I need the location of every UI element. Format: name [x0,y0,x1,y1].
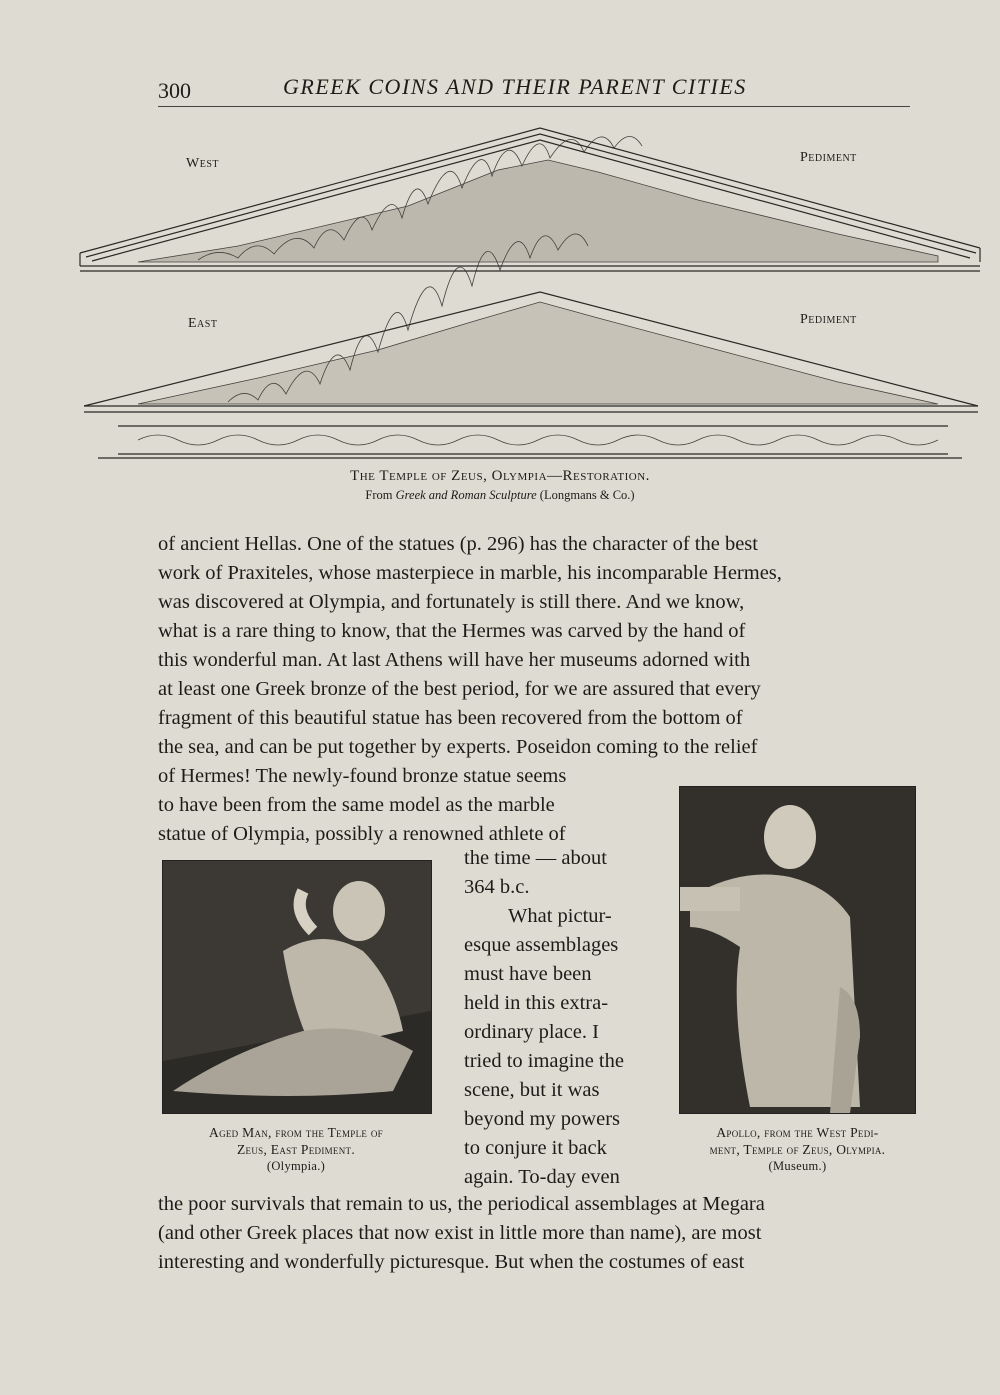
west-pediment-label: Pediment [800,150,857,165]
text-line: held in this extra- [464,992,609,1014]
apollo-sculpture-image [680,787,915,1113]
text-line: fragment of this beautiful statue has been recovered from the bottom of [158,707,743,729]
text-line: again. To-day even [464,1166,620,1188]
text-line: of Hermes! The newly-found bronze statue seems [158,765,567,787]
running-title: GREEK COINS AND THEIR PARENT CITIES [283,74,747,99]
text-line: to have been from the same model as the marble [158,794,555,816]
text-line: 364 b.c. [464,876,530,898]
text-line: must have been [464,963,592,985]
aged-man-sculpture-image [163,861,431,1113]
text-line: of ancient Hellas. One of the statues (p. 296) has the character of the best [158,533,758,555]
text-line: esque assemblages [464,934,619,956]
text-line: the sea, and can be put together by experts. Poseidon coming to the relief [158,736,758,758]
west-label: West [186,156,219,171]
text-line: this wonderful man. At last Athens will have her museums adorned with [158,649,751,671]
paragraph-block-3 [158,1190,910,1277]
paragraph-block-1 [158,530,910,762]
text-line: scene, but it was [464,1079,600,1101]
apollo-caption-line2: ment, Temple of Zeus, Olympia. [709,1142,886,1157]
text-line: work of Praxiteles, whose masterpiece in marble, his incomparable Hermes, [158,562,782,584]
text-line: beyond my powers [464,1108,621,1130]
text-line: the time — about [464,847,607,869]
caption-source-prefix: From [365,488,396,502]
apollo-photo [679,786,916,1114]
aged-man-caption-location: (Olympia.) [266,1159,326,1173]
narrow-column [464,844,646,1192]
aged-man-caption [158,1124,434,1175]
text-line: What pictur- [508,905,612,927]
east-pediment-label: Pediment [800,312,857,327]
apollo-caption-location: (Museum.) [768,1159,827,1173]
apollo-caption-line1: Apollo, from the West Pedi- [716,1125,879,1140]
caption-title: The Temple of Zeus, Olympia—Restoration. [350,468,650,484]
figure-caption [230,467,770,505]
aged-man-caption-line1: Aged Man, from the Temple of [209,1125,383,1140]
page-number: 300 [158,78,191,103]
text-line: to conjure it back [464,1137,607,1159]
page-header [158,72,910,107]
text-line: was discovered at Olympia, and fortunately is still there. And we know, [158,591,745,613]
caption-source-title: Greek and Roman Sculpture [395,488,537,502]
text-line: interesting and wonderfully picturesque. But when the costumes of east [158,1251,745,1273]
paragraph-block-2 [158,762,648,849]
aged-man-photo [162,860,432,1114]
text-line: at least one Greek bronze of the best period, for we are assured that every [158,678,761,700]
text-line: what is a rare thing to know, that the Hermes was carved by the hand of [158,620,746,642]
apollo-caption [665,1124,930,1175]
text-line: tried to imagine the [464,1050,624,1072]
text-line: (and other Greek places that now exist in little more than name), are most [158,1222,762,1244]
text-line: ordinary place. I [464,1021,599,1043]
caption-source [230,486,770,505]
pediment-illustration [78,120,982,465]
east-label: East [188,316,218,331]
aged-man-caption-line2: Zeus, East Pediment. [237,1142,355,1157]
caption-source-suffix: (Longmans & Co.) [536,488,635,502]
text-line: the poor survivals that remain to us, the periodical assemblages at Megara [158,1193,765,1215]
text-line: statue of Olympia, possibly a renowned athlete of [158,823,566,845]
